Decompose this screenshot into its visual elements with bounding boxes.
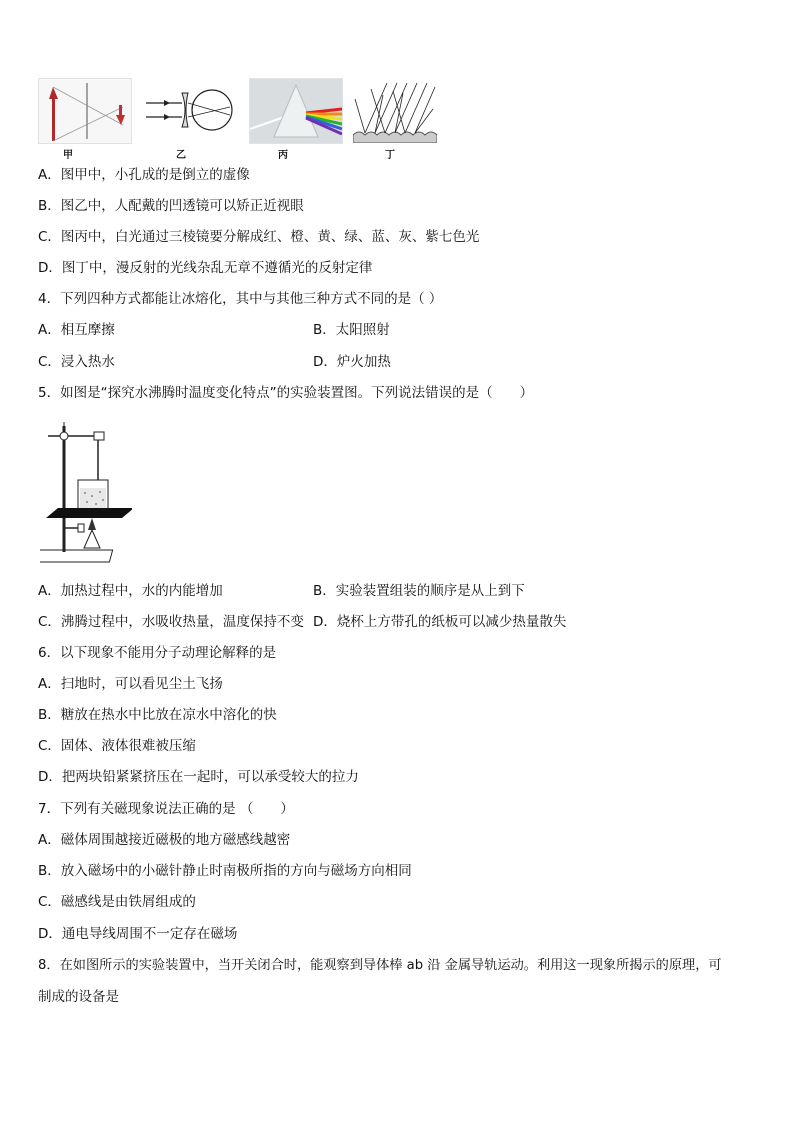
q4-option-d: D．炉火加热 bbox=[313, 354, 391, 370]
q5-option-b: B．实验装置组装的顺序是从上到下 bbox=[313, 583, 525, 599]
q3-option-b: B．图乙中，人配戴的凹透镜可以矫正近视眼 bbox=[38, 198, 304, 214]
q3-option-d: D．图丁中，漫反射的光线杂乱无章不遵循光的反射定律 bbox=[38, 260, 373, 276]
q7-option-b: B．放入磁场中的小磁针静止时南极所指的方向与磁场方向相同 bbox=[38, 863, 412, 879]
figure-pinhole bbox=[38, 78, 132, 144]
q8-stem-line2: 制成的设备是 bbox=[38, 989, 119, 1005]
figure-label-bing: 丙 bbox=[278, 150, 288, 161]
q5-option-a: A．加热过程中，水的内能增加 bbox=[38, 583, 223, 599]
q7-option-c: C．磁感线是由铁屑组成的 bbox=[38, 894, 196, 910]
figure-label-jia: 甲 bbox=[63, 150, 73, 161]
figure-label-ding: 丁 bbox=[385, 150, 395, 161]
figure-diffuse-reflection bbox=[352, 78, 438, 144]
q3-option-a: A．图甲中，小孔成的是倒立的虚像 bbox=[38, 167, 250, 183]
figure-label-yi: 乙 bbox=[176, 150, 186, 161]
q5-stem: 5．如图是“探究水沸腾时温度变化特点”的实验装置图。下列说法错误的是（ ） bbox=[38, 385, 534, 401]
q4-option-a: A．相互摩擦 bbox=[38, 322, 115, 338]
q5-option-c: C．沸腾过程中，水吸收热量，温度保持不变 bbox=[38, 614, 304, 630]
figure-prism bbox=[249, 78, 343, 144]
figure-eye-lens bbox=[143, 78, 237, 144]
q4-option-b: B．太阳照射 bbox=[313, 322, 390, 338]
q7-option-d: D．通电导线周围不一定存在磁场 bbox=[38, 926, 238, 942]
q6-option-b: B．糖放在热水中比放在凉水中溶化的快 bbox=[38, 707, 277, 723]
q6-option-d: D．把两块铅紧紧挤压在一起时，可以承受较大的拉力 bbox=[38, 769, 359, 785]
q6-option-a: A．扫地时，可以看见尘土飞扬 bbox=[38, 676, 223, 692]
q6-stem: 6．以下现象不能用分子动理论解释的是 bbox=[38, 645, 277, 661]
q7-stem: 7．下列有关磁现象说法正确的是 （ ） bbox=[38, 801, 294, 817]
q5-option-d: D．烧杯上方带孔的纸板可以减少热量散失 bbox=[313, 614, 567, 630]
boiling-apparatus-figure bbox=[40, 418, 132, 566]
q3-option-c: C．图丙中，白光通过三棱镜要分解成红、橙、黄、绿、蓝、灰、紫七色光 bbox=[38, 229, 480, 245]
q8-stem-line1: 8．在如图所示的实验装置中，当开关闭合时，能观察到导体棒 ab 沿 金属导轨运动。利用这一现象所揭示的原理，可 bbox=[38, 958, 722, 973]
q4-option-c: C．浸入热水 bbox=[38, 354, 115, 370]
q4-stem: 4．下列四种方式都能让冰熔化，其中与其他三种方式不同的是（ ） bbox=[38, 291, 443, 307]
q6-option-c: C．固体、液体很难被压缩 bbox=[38, 738, 196, 754]
q7-option-a: A．磁体周围越接近磁极的地方磁感线越密 bbox=[38, 832, 291, 848]
